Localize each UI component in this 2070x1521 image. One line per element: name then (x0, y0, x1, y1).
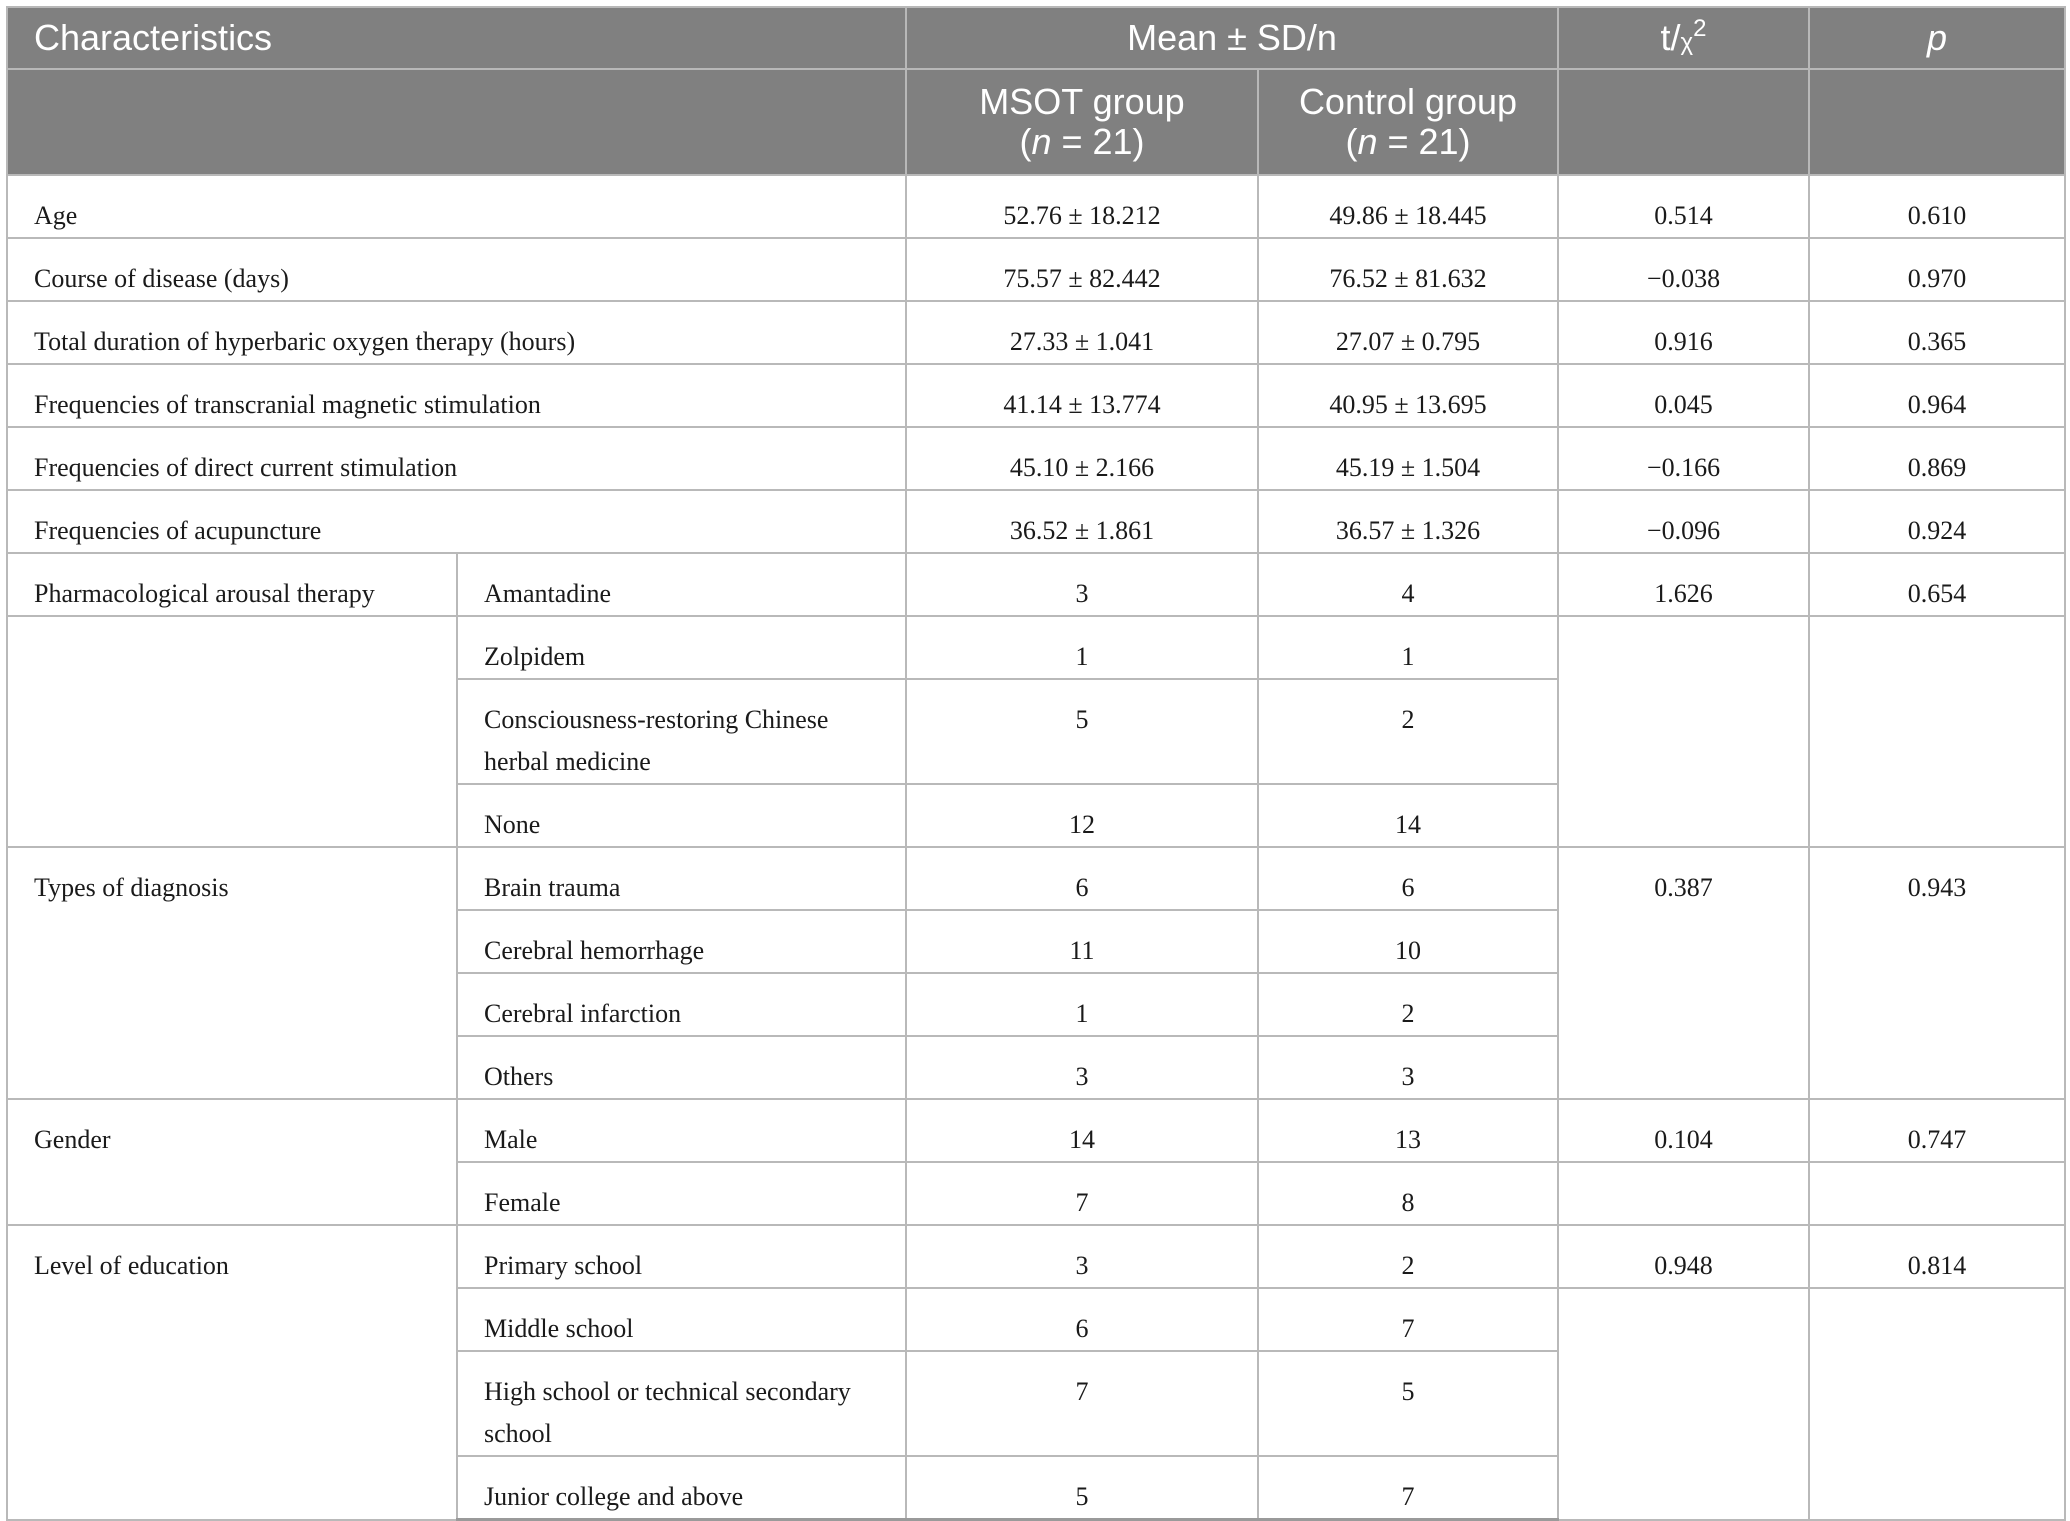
sub-label: Cerebral infarction (457, 973, 906, 1036)
cell-control: 45.19 ± 1.504 (1258, 427, 1558, 490)
row-label: Age (7, 175, 906, 238)
cell-p: 0.924 (1809, 490, 2065, 553)
row-label: Frequencies of acupuncture (7, 490, 906, 553)
sub-label: None (457, 784, 906, 847)
cell-msot: 3 (906, 1036, 1258, 1099)
cell-msot: 7 (906, 1351, 1258, 1456)
cell-control: 36.57 ± 1.326 (1258, 490, 1558, 553)
control-n-italic: n (1357, 121, 1378, 162)
header-characteristics: Characteristics (7, 7, 906, 69)
cell-control: 4 (1258, 553, 1558, 616)
header-t-prefix: t/ (1660, 17, 1681, 59)
header-msot-label: MSOT group (979, 81, 1185, 123)
table-row (7, 490, 2065, 553)
cell-msot: 41.14 ± 13.774 (906, 364, 1258, 427)
cell-t: 0.514 (1558, 175, 1809, 238)
cell-p: 0.970 (1809, 238, 2065, 301)
cell-msot: 11 (906, 910, 1258, 973)
cell-p-blank (1809, 616, 2065, 847)
header-mean-sd-n: Mean ± SD/n (906, 7, 1558, 69)
sub-label: Others (457, 1036, 906, 1099)
cell-t: −0.166 (1558, 427, 1809, 490)
cell-msot: 5 (906, 679, 1258, 784)
sub-label: Consciousness-restoring Chinese herbal medicine (457, 679, 906, 784)
sub-label: Middle school (457, 1288, 906, 1351)
cell-msot: 14 (906, 1099, 1258, 1162)
cell-control: 7 (1258, 1288, 1558, 1351)
control-n-prefix: ( (1345, 121, 1358, 162)
group-label-gender: Gender (7, 1099, 457, 1225)
header-control-group (1258, 69, 1558, 175)
table-row (7, 1225, 2065, 1288)
cell-p-blank (1809, 1162, 2065, 1225)
cell-control: 6 (1258, 847, 1558, 910)
cell-msot: 3 (906, 553, 1258, 616)
cell-msot: 1 (906, 973, 1258, 1036)
table-row (7, 301, 2065, 364)
msot-n-prefix: ( (1019, 121, 1032, 162)
cell-control: 3 (1258, 1036, 1558, 1099)
cell-msot: 27.33 ± 1.041 (906, 301, 1258, 364)
cell-p: 0.943 (1809, 847, 2065, 1099)
header-control-label: Control group (1298, 81, 1518, 123)
cell-t: 0.916 (1558, 301, 1809, 364)
header-t-blank (1558, 69, 1809, 175)
cell-control: 27.07 ± 0.795 (1258, 301, 1558, 364)
sub-label: Junior college and above (457, 1456, 906, 1520)
cell-msot: 45.10 ± 2.166 (906, 427, 1258, 490)
cell-t: 0.948 (1558, 1225, 1809, 1288)
table-row (7, 175, 2065, 238)
cell-msot: 6 (906, 1288, 1258, 1351)
cell-t: 0.387 (1558, 847, 1809, 1099)
table-row (7, 364, 2065, 427)
header-msot-group (906, 69, 1258, 175)
table-row (7, 847, 2065, 910)
cell-msot: 7 (906, 1162, 1258, 1225)
cell-t: −0.038 (1558, 238, 1809, 301)
cell-p: 0.610 (1809, 175, 2065, 238)
table-row (7, 238, 2065, 301)
cell-control: 5 (1258, 1351, 1558, 1456)
sub-label: Zolpidem (457, 616, 906, 679)
table-row (7, 427, 2065, 490)
group-label-diagnosis: Types of diagnosis (7, 847, 457, 1099)
sub-label: Brain trauma (457, 847, 906, 910)
cell-p: 0.964 (1809, 364, 2065, 427)
control-n-suffix: = 21) (1377, 121, 1471, 162)
header-p: p (1809, 7, 2065, 69)
cell-p: 0.747 (1809, 1099, 2065, 1162)
cell-p: 0.814 (1809, 1225, 2065, 1288)
group-blank (7, 616, 457, 847)
cell-msot: 12 (906, 784, 1258, 847)
cell-control: 2 (1258, 1225, 1558, 1288)
cell-t: 0.045 (1558, 364, 1809, 427)
cell-control: 10 (1258, 910, 1558, 973)
cell-control: 40.95 ± 13.695 (1258, 364, 1558, 427)
cell-msot: 5 (906, 1456, 1258, 1520)
msot-n-suffix: = 21) (1051, 121, 1145, 162)
cell-p: 0.365 (1809, 301, 2065, 364)
cell-control: 14 (1258, 784, 1558, 847)
group-label-education: Level of education (7, 1225, 457, 1520)
header-row-1 (7, 7, 2065, 69)
cell-control: 7 (1258, 1456, 1558, 1520)
row-label: Frequencies of direct current stimulation (7, 427, 906, 490)
cell-msot: 36.52 ± 1.861 (906, 490, 1258, 553)
row-label: Total duration of hyperbaric oxygen therapy (hours) (7, 301, 906, 364)
cell-p: 0.869 (1809, 427, 2065, 490)
sub-label: Male (457, 1099, 906, 1162)
header-t-chi (1558, 7, 1809, 69)
sub-label: Cerebral hemorrhage (457, 910, 906, 973)
cell-msot: 75.57 ± 82.442 (906, 238, 1258, 301)
cell-control: 2 (1258, 679, 1558, 784)
cell-msot: 52.76 ± 18.212 (906, 175, 1258, 238)
header-chi-sup: 2 (1693, 15, 1707, 43)
table-row (7, 553, 2065, 616)
baseline-characteristics-table (6, 6, 2064, 1521)
msot-n-italic: n (1031, 121, 1052, 162)
cell-msot: 6 (906, 847, 1258, 910)
row-label: Course of disease (days) (7, 238, 906, 301)
cell-msot: 1 (906, 616, 1258, 679)
cell-t-blank (1558, 1288, 1809, 1520)
cell-control: 1 (1258, 616, 1558, 679)
header-p-blank (1809, 69, 2065, 175)
cell-control: 8 (1258, 1162, 1558, 1225)
table-row (7, 616, 2065, 679)
cell-t: 0.104 (1558, 1099, 1809, 1162)
header-control-n (1259, 122, 1557, 162)
cell-p-blank (1809, 1288, 2065, 1520)
cell-t: 1.626 (1558, 553, 1809, 616)
cell-t-blank (1558, 616, 1809, 847)
cell-t: −0.096 (1558, 490, 1809, 553)
cell-control: 13 (1258, 1099, 1558, 1162)
cell-control: 49.86 ± 18.445 (1258, 175, 1558, 238)
cell-control: 2 (1258, 973, 1558, 1036)
row-label: Frequencies of transcranial magnetic stimulation (7, 364, 906, 427)
header-row-2 (7, 69, 2065, 175)
sub-label: Primary school (457, 1225, 906, 1288)
sub-label: Female (457, 1162, 906, 1225)
cell-p: 0.654 (1809, 553, 2065, 616)
header-chi-symbol: χ (1680, 29, 1694, 57)
sub-label: High school or technical secondary school (457, 1351, 906, 1456)
header-blank (7, 69, 906, 175)
sub-label: Amantadine (457, 553, 906, 616)
cell-control: 76.52 ± 81.632 (1258, 238, 1558, 301)
header-msot-n (907, 122, 1257, 162)
cell-t-blank (1558, 1162, 1809, 1225)
group-label-pharma: Pharmacological arousal therapy (7, 553, 457, 616)
table-row (7, 1099, 2065, 1162)
data-table (6, 6, 2066, 1521)
cell-msot: 3 (906, 1225, 1258, 1288)
